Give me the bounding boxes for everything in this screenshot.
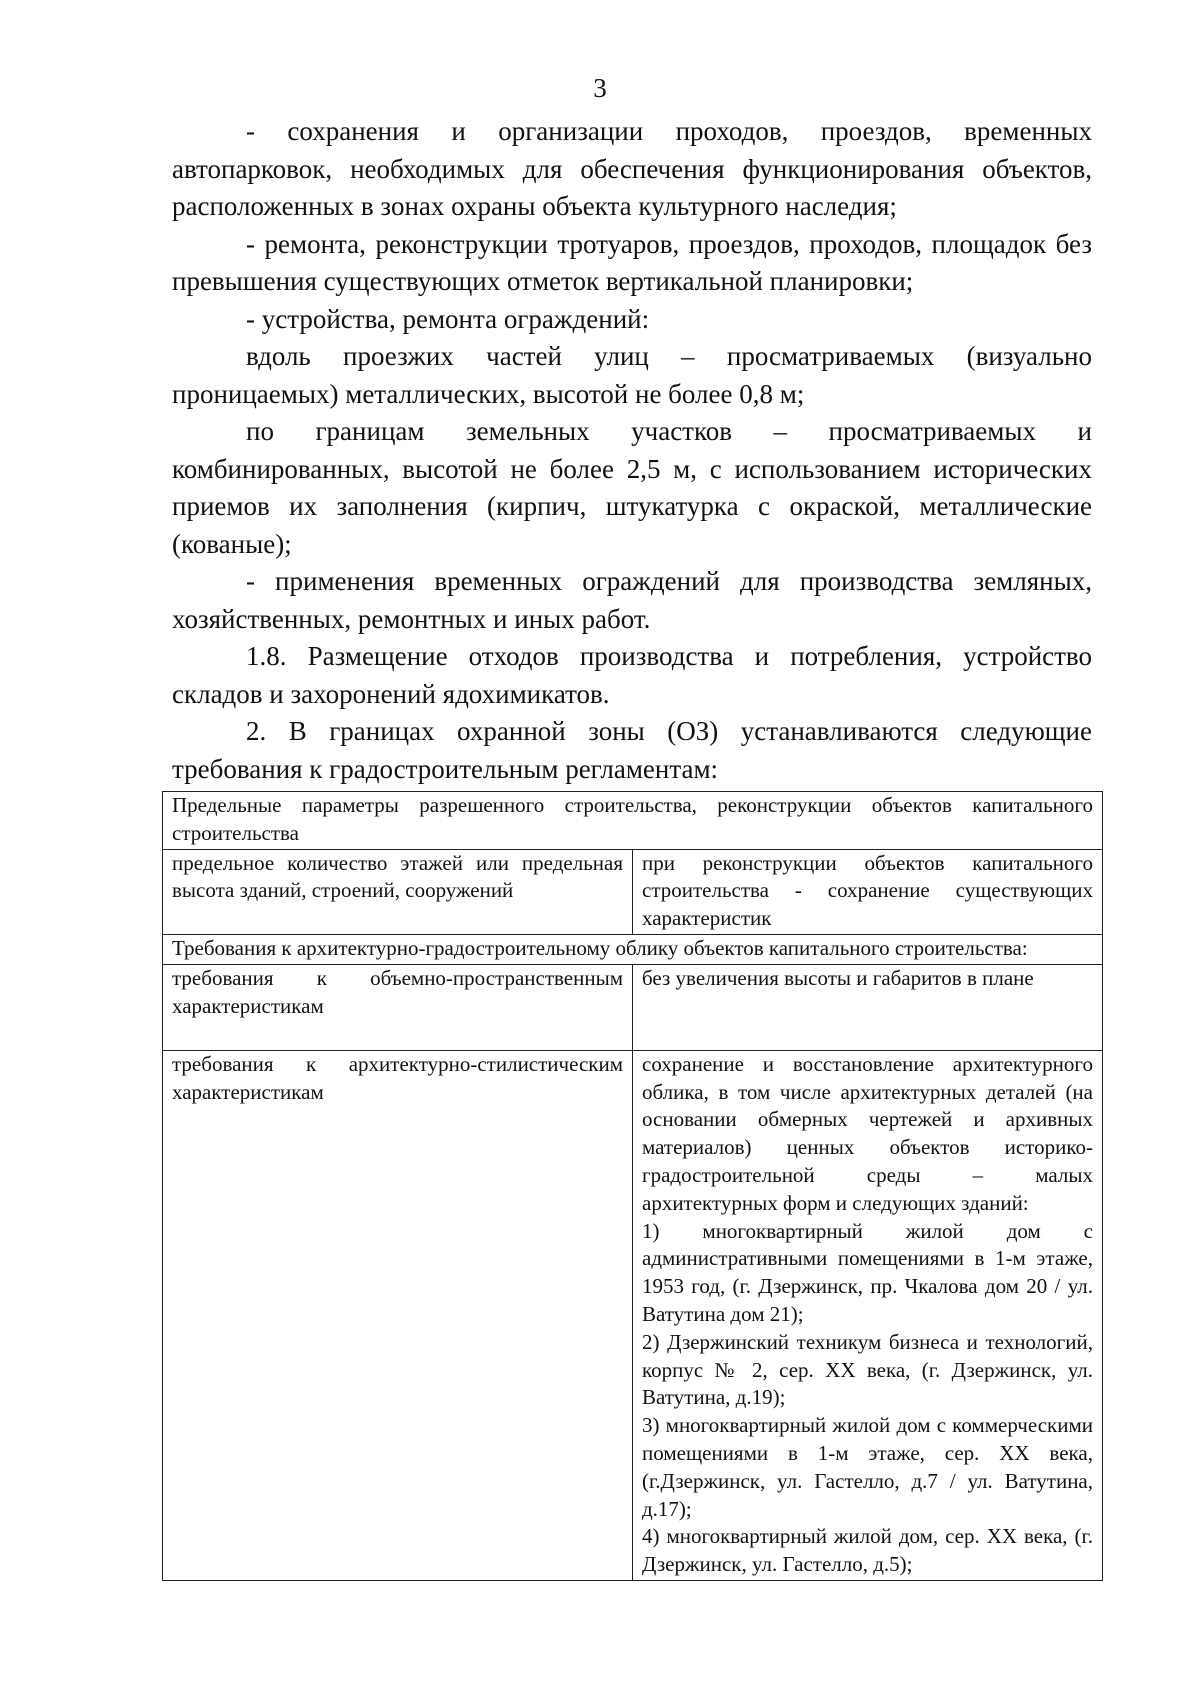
table-row bbox=[163, 792, 1103, 850]
paragraph-fences-streets: вдоль проезжих частей улиц – просматриваемых (визуально проницаемых) металлических, высотой не более 0,8 м; bbox=[172, 341, 1092, 409]
section-header-appearance: Требования к архитектурно-градостроительному облику объектов капитального строительства: bbox=[163, 934, 1103, 964]
regulations-table bbox=[162, 791, 1103, 1581]
cell-value-volume: без увеличения высоты и габаритов в плане bbox=[633, 964, 1103, 1050]
paragraph-fences-plots: по границам земельных участков – просматриваемых и комбинированных, высотой не более 2,5 м, с использованием исторических приемов их заполнения (кирпич, штукатурка с окраской, металлические (кованые); bbox=[172, 416, 1092, 559]
cell-value-floors: при реконструкции объектов капитального строительства - сохранение существующих характеристик bbox=[633, 849, 1103, 934]
paragraph-2-protection-zone: 2. В границах охранной зоны (ОЗ) устанавливаются следующие требования к градостроительным регламентам: bbox=[172, 716, 1092, 784]
table-row bbox=[163, 849, 1103, 934]
table-row bbox=[163, 964, 1103, 1050]
table-row bbox=[163, 1050, 1103, 1580]
cell-value-style bbox=[633, 1050, 1103, 1580]
paragraph-passages: - сохранения и организации проходов, проездов, временных автопарковок, необходимых для обеспечения функционирования объектов, расположенных в зонах охраны объекта культурного наследия; bbox=[172, 116, 1092, 221]
paragraph-sidewalk-repair: - ремонта, реконструкции тротуаров, проездов, проходов, площадок без превышения существующих отметок вертикальной планировки; bbox=[172, 228, 1092, 296]
building-item-1: 1) многоквартирный жилой дом с административными помещениями в 1-м этаже, 1953 год, (г. Дзержинск, пр. Чкалова дом 20 / ул. Ватутина дом 21); bbox=[642, 1218, 1093, 1326]
table-row bbox=[163, 934, 1103, 964]
page-number: 3 bbox=[593, 73, 607, 103]
section-header-parameters: Предельные параметры разрешенного строительства, реконструкции объектов капитального строительства bbox=[163, 792, 1103, 850]
building-item-3: 3) многоквартирный жилой дом с коммерческими помещениями в 1-м этаже, сер. XX века, (г.Дзержинск, ул. Гастелло, д.7 / ул. Ватутина, д.17); bbox=[642, 1413, 1093, 1521]
cell-label-floors: предельное количество этажей или предельная высота зданий, строений, сооружений bbox=[163, 849, 633, 934]
body-text bbox=[172, 113, 1092, 788]
cell-label-volume: требования к объемно-пространственным характеристикам bbox=[163, 964, 633, 1050]
building-item-2: 2) Дзержинский техникум бизнеса и технологий, корпус № 2, сер. XX века, (г. Дзержинск, ул. Ватутина, д.19); bbox=[642, 1329, 1093, 1410]
paragraph-temporary-fences: - применения временных ограждений для производства земляных, хозяйственных, ремонтных и иных работ. bbox=[172, 566, 1092, 634]
cell-label-style: требования к архитектурно-стилистическим характеристикам bbox=[163, 1050, 633, 1580]
building-item-4: 4) многоквартирный жилой дом, сер. XX века, (г. Дзержинск, ул. Гастелло, д.5); bbox=[642, 1524, 1093, 1577]
paragraph-fences: - устройства, ремонта ограждений: bbox=[246, 303, 650, 334]
style-intro: сохранение и восстановление архитектурного облика, в том числе архитектурных деталей (на основании обмерных чертежей и архивных материалов) ценных объектов историко-градостроительной среды – малых архитектурных форм и следующих зданий: bbox=[642, 1051, 1093, 1215]
paragraph-1-8-waste: 1.8. Размещение отходов производства и потребления, устройство складов и захоронений ядохимикатов. bbox=[172, 641, 1092, 709]
